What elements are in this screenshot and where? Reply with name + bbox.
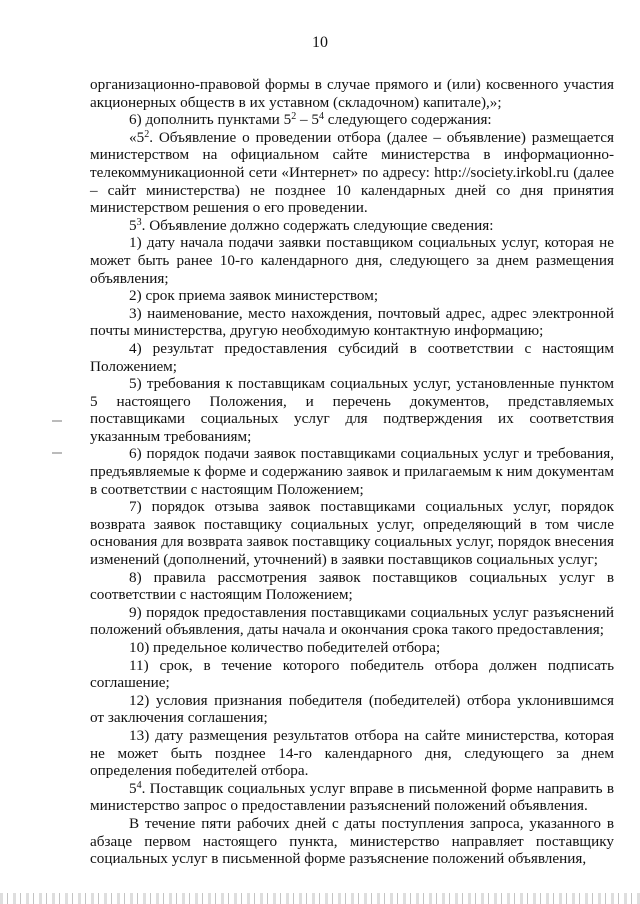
list-item-8: 8) правила рассмотрения заявок поставщиков социальных услуг в соответствии с настоящим Положением; [90,568,614,604]
list-item-11: 11) срок, в течение которого победитель отбора должен подписать соглашение; [90,656,614,692]
list-item-7: 7) порядок отзыва заявок поставщиками социальных услуг, порядок возврата заявок поставщику социальных услуг, определяющий в том числе основания для возврата заявок поставщику социальных услуг, порядок внесения изменений (дополнений, уточнений) в заявки поставщиков социальных услуг; [90,498,614,569]
paragraph-clarification-deadline: В течение пяти рабочих дней с даты поступления запроса, указанного в абзаце первом настоящего пункта, министерство направляет поставщику социальных услуг в письменной форме разъяснение положений объявления, [90,814,614,868]
list-item-4: 4) результат предоставления субсидий в соответствии с настоящим Положением; [90,339,614,375]
scan-bottom-edge [0,893,640,904]
paragraph-clause-5-2: «$5^2$. Объявление о проведении отбора (далее – объявление) размещается министерством на официальном сайте министерства в информационно-телекоммуникационной сети «Интернет» по адресу: http://society.irkobl.ru (далее – сайт министерства) не позднее 10 календарных дней со дня принятия министерством решения о его проведении. [90,128,614,217]
list-item-5: 5) требования к поставщикам социальных услуг, установленные пунктом 5 настоящего Положения, и перечень документов, представляемых поставщиками социальных услуг для подтверждения их соответствия указанным требованиям; [90,375,614,445]
scan-margin-mark [52,452,62,454]
paragraph-amendment-6: 6) дополнить пунктами $5^2 - 5^4$ следующего содержания: [129,111,492,129]
list-item-13: 13) дату размещения результатов отбора на сайте министерства, которая не может быть позднее 14-го календарного дня, следующего за днем определения победителей отбора. [90,726,614,780]
scan-margin-mark [52,420,62,422]
document-body [90,76,614,868]
list-item-6: 6) порядок подачи заявок поставщиками социальных услуг и требования, предъявляемые к форме и содержанию заявок и прилагаемым к ним документам в соответствии с настоящим Положением; [90,445,614,498]
page-number: 10 [312,34,328,51]
paragraph-clause-5-3: $5^3$. Объявление должно содержать следующие сведения: [129,216,494,234]
paragraph-clause-5-4: $5^4$. Поставщик социальных услуг вправе в письменной форме направить в министерство запрос о предоставлении разъяснений положений объявления. [90,779,614,815]
list-item-1: 1) дату начала подачи заявки поставщиком социальных услуг, которая не может быть ранее 10-го календарного дня, следующего за днем размещения объявления; [90,234,614,287]
list-item-10: 10) предельное количество победителей отбора; [129,639,441,656]
list-item-9: 9) порядок предоставления поставщиками социальных услуг разъяснений положений объявления, даты начала и окончания срока такого предоставления; [90,603,614,639]
list-item-2: 2) срок приема заявок министерством; [129,287,379,305]
list-item-12: 12) условия признания победителя (победителей) отбора уклонившимся от заключения соглашения; [90,691,614,727]
paragraph-continuation: организационно-правовой формы в случае прямого и (или) косвенного участия акционерных обществ в их уставном (складочном) капитале),»; [90,76,614,111]
list-item-3: 3) наименование, место нахождения, почтовый адрес, адрес электронной почты министерства, другую необходимую контактную информацию; [90,304,614,340]
